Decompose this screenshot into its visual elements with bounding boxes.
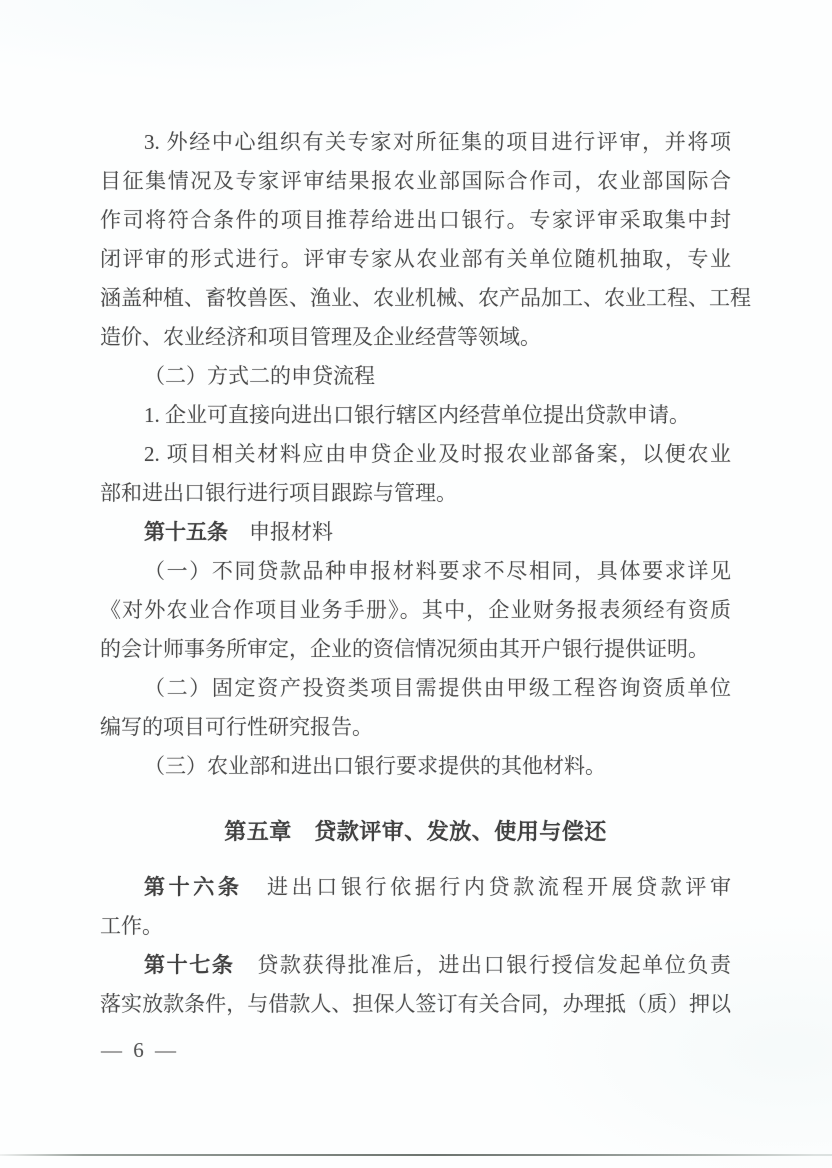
paragraph-line: （三）农业部和进出口银行要求提供的其他材料。 (144, 754, 606, 778)
paragraph-line: 的会计师事务所审定，企业的资信情况须由其开户银行提供证明。 (100, 637, 709, 661)
article-body: 进出口银行依据行内贷款流程开展贷款评审 (242, 875, 732, 899)
paragraph-line: 1. 企业可直接向进出口银行辖区内经营单位提出贷款申请。 (144, 403, 690, 427)
page-number: — 6 — (101, 1038, 179, 1062)
paragraph-line: 2. 项目相关材料应由申贷企业及时报农业部备案，以便农业 (144, 442, 731, 466)
article-line (100, 868, 731, 907)
paragraph-line: 目征集情况及专家评审结果报农业部国际合作司，农业部国际合 (100, 169, 731, 193)
paragraph-line: 闭评审的形式进行。评审专家从农业部有关单位随机抽取，专业 (100, 247, 731, 271)
paragraph-line: 编写的项目可行性研究报告。 (100, 715, 373, 739)
article-line (100, 513, 731, 552)
paragraph-line: 落实放款条件，与借款人、担保人签订有关合同，办理抵（质）押以 (100, 992, 731, 1016)
article-line (100, 946, 731, 985)
paragraph-line: （二）固定资产投资类项目需提供由甲级工程咨询资质单位 (144, 676, 731, 700)
paragraph-line: 《对外农业合作项目业务手册》。其中，企业财务报表须经有资质 (100, 598, 731, 622)
chapter-heading: 第五章 贷款评审、发放、使用与偿还 (224, 819, 607, 844)
scan-edge-line (0, 1154, 832, 1156)
article-body: 贷款获得批准后，进出口银行授信发起单位负责 (234, 953, 732, 977)
paragraph-line: 作司将符合条件的项目推荐给进出口银行。专家评审采取集中封 (100, 208, 731, 232)
article-number: 第十七条 (144, 953, 235, 977)
paragraph-line: 工作。 (100, 914, 163, 938)
list-item-heading: （二）方式二的申贷流程 (144, 364, 375, 388)
article-title: 申报材料 (228, 520, 333, 544)
document-text-block (100, 123, 751, 1024)
paragraph-line: （一）不同贷款品种申报材料要求不尽相同，具体要求详见 (144, 559, 731, 583)
paragraph-line: 3. 外经中心组织有关专家对所征集的项目进行评审，并将项 (144, 130, 731, 154)
article-number: 第十五条 (144, 520, 228, 544)
article-number: 第十六条 (144, 875, 243, 899)
paragraph-line: 造价、农业经济和项目管理及企业经营等领域。 (100, 325, 541, 349)
paragraph-line: 涵盖种植、畜牧兽医、渔业、农业机械、农产品加工、农业工程、工程 (100, 286, 751, 310)
paragraph-line: 部和进出口银行进行项目跟踪与管理。 (100, 481, 457, 505)
